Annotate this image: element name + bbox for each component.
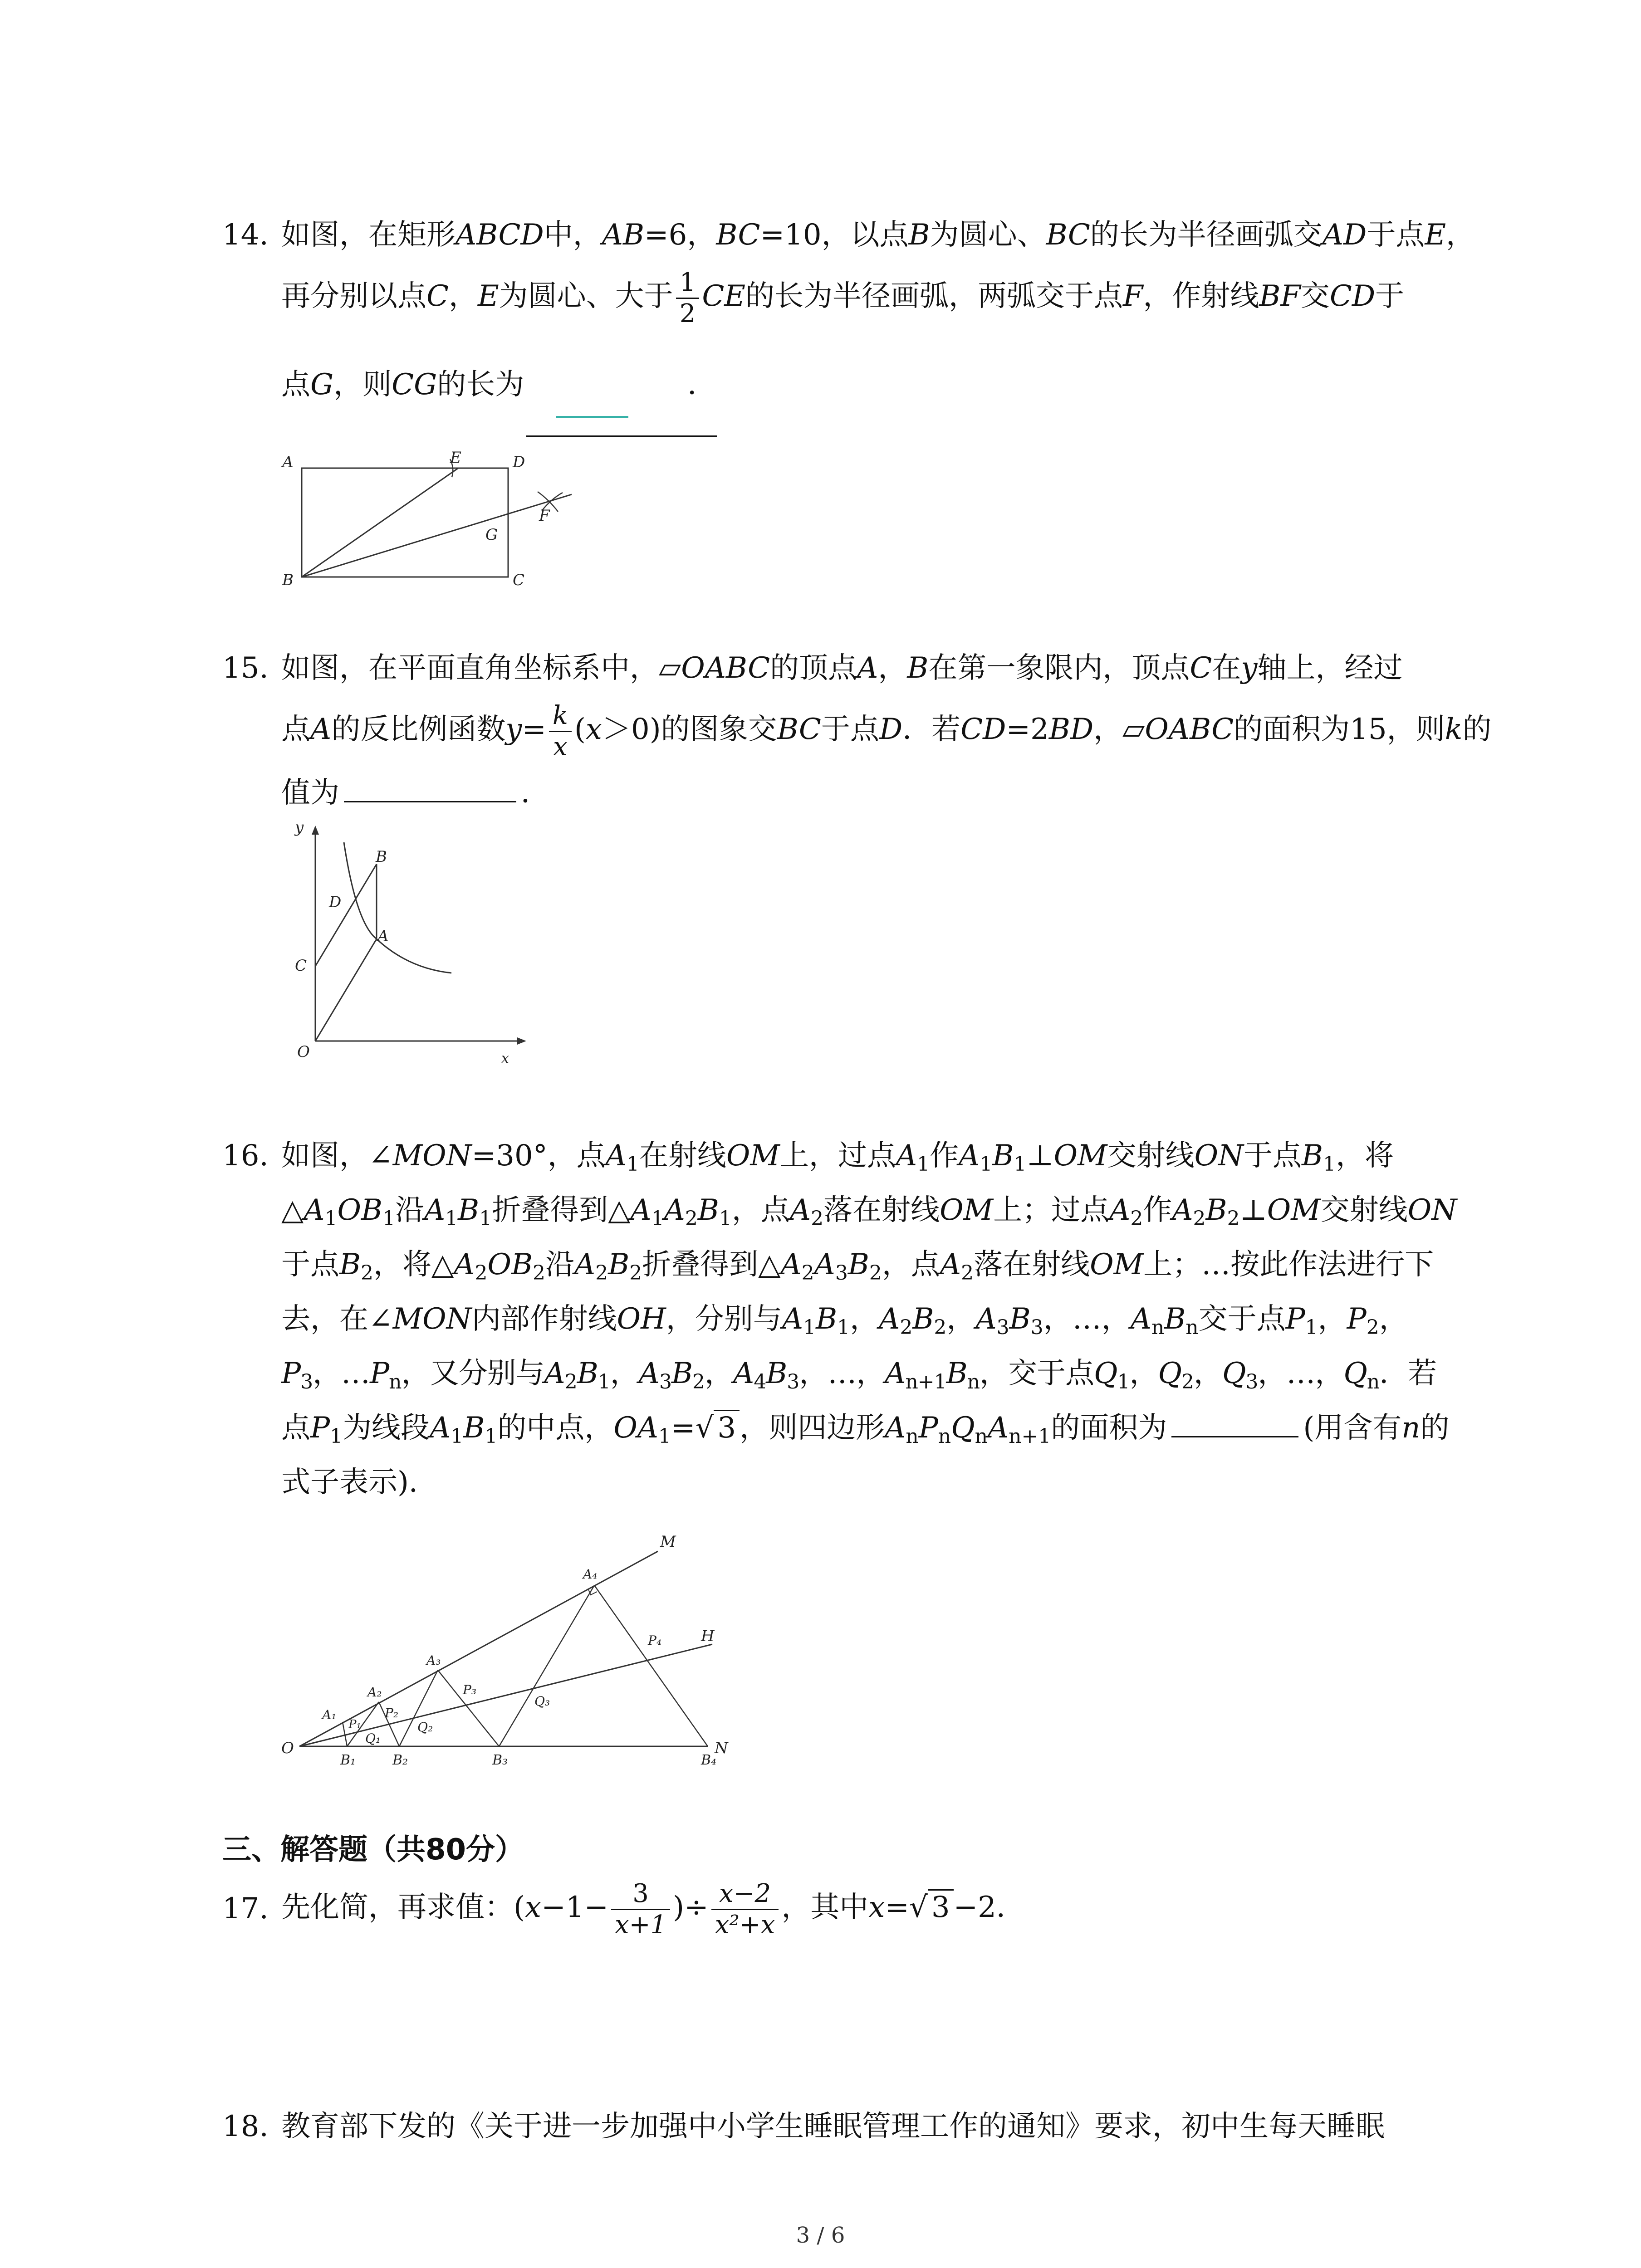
hyperbola bbox=[344, 842, 451, 973]
q14-line3: 点G，则CG的长为 ． bbox=[281, 363, 716, 406]
label-b: B bbox=[282, 571, 294, 589]
label-q3: Q₃ bbox=[534, 1694, 550, 1709]
segment-oa bbox=[315, 939, 377, 1041]
section-heading: 三、解答题（共80分） bbox=[222, 1833, 524, 1867]
label-a1: A₁ bbox=[322, 1707, 337, 1722]
q14-line2: 再分别以点C，E为圆心、大于 $\frac{1}{2}$ CE的长为半径画弧，两弧交于点F，作射线BF交CD于 bbox=[281, 268, 1405, 328]
label-b2: B₂ bbox=[392, 1752, 408, 1768]
label-p3: P₃ bbox=[463, 1682, 477, 1697]
label-y: y bbox=[295, 818, 304, 836]
label-m: M bbox=[660, 1533, 676, 1551]
q14-answer-mark bbox=[556, 416, 628, 418]
q17-line: 先化简，再求值：(x−1− $\frac{3}{x+1}$ )÷ $\frac{x-2}{\text{x²+x}}$ ，其中x=√ 3 −2． bbox=[281, 1873, 1025, 1941]
q16-line4: 去，在∠MON内部作射线OH，分别与$A_1B_1$，$A_2B_2$，$A_3B_3$，…，$A_nB_n$交于点$P_1$，$P_2$， bbox=[281, 1302, 1408, 1339]
q14-figure bbox=[272, 449, 590, 599]
q16-figure bbox=[272, 1510, 749, 1774]
sqrt-3-q17: √ 3 bbox=[909, 1873, 954, 1941]
q15-line2: 点A的反比例函数y= $\frac{k}{x}$ (x＞0)的图象交BC于点D．若CD=2BD，▱OABC的面积为15，则k的 bbox=[281, 701, 1492, 762]
q14-answer-blank[interactable] bbox=[526, 435, 717, 437]
segment-cb bbox=[315, 864, 377, 966]
label-q2: Q₂ bbox=[417, 1720, 433, 1735]
q15-line3: 值为 ． bbox=[281, 771, 550, 815]
q14-line1: 如图，在矩形ABCD中，AB=6，BC=10，以点B为圆心、BC的长为半径画弧交AD于点E， bbox=[281, 218, 1475, 252]
q14-number: 14. bbox=[222, 218, 269, 252]
label-o: O bbox=[297, 1043, 310, 1061]
label-a2: A₂ bbox=[367, 1685, 382, 1700]
segment-a3b3 bbox=[438, 1670, 499, 1746]
q15-line1: 如图，在平面直角坐标系中，▱OABC的顶点A，B在第一象限内，顶点C在y轴上，经过 bbox=[281, 651, 1403, 685]
x-axis-arrow bbox=[517, 1037, 526, 1045]
q15-figure bbox=[272, 814, 544, 1073]
label-b1: B₁ bbox=[340, 1752, 356, 1768]
label-g: G bbox=[485, 526, 498, 544]
q17-fraction-2: $\frac{x-2}{\text{x²+x}}$ bbox=[711, 1879, 779, 1940]
q18-number: 18. bbox=[222, 2110, 269, 2143]
label-f: F bbox=[539, 507, 550, 525]
segment-be bbox=[302, 468, 458, 577]
label-h: H bbox=[701, 1627, 715, 1645]
q15-number: 15. bbox=[222, 651, 269, 685]
label-a: A bbox=[377, 927, 389, 945]
label-a4: A₄ bbox=[583, 1567, 598, 1582]
rectangle-abcd bbox=[302, 468, 508, 577]
label-b: B bbox=[376, 848, 387, 866]
segment-a4b4 bbox=[594, 1585, 708, 1746]
ray-oh bbox=[299, 1644, 712, 1746]
label-b4: B₄ bbox=[701, 1752, 717, 1768]
label-p1: P₁ bbox=[348, 1718, 361, 1731]
q15-answer-blank[interactable] bbox=[344, 774, 516, 802]
label-q1: Q₁ bbox=[365, 1731, 381, 1746]
label-a: A bbox=[282, 453, 294, 471]
label-n: N bbox=[715, 1739, 728, 1757]
q17-fraction-1: $\frac{3}{x+1}$ bbox=[611, 1879, 670, 1940]
q16-line2: $\triangle A_1OB_1$沿$A_1B_1$折叠得到$\triangle A_1A_2B_1$，点$A_2$落在射线OM上；过点$A_2$作$A_2B_2\perp OM$交射线ON bbox=[281, 1193, 1457, 1230]
q14-fraction: $\frac{1}{2}$ bbox=[676, 268, 700, 329]
label-d: D bbox=[329, 893, 342, 911]
q18-line: 教育部下发的《关于进一步加强中小学生睡眠管理工作的通知》要求，初中生每天睡眠 bbox=[281, 2110, 1385, 2143]
q16-line5: $P_3$，$\dots P_n$，又分别与$A_2B_1$，$A_3B_2$，$A_4B_3$，…，$A_{n+1}B_n$，交于点$Q_1$，$Q_2$，$Q_3$，…，$Q_n$．若 bbox=[281, 1357, 1437, 1393]
q15-fraction: $\frac{k}{x}$ bbox=[549, 701, 572, 762]
ray-om bbox=[299, 1551, 658, 1746]
q16-line6: 点$P_1$为线段$A_1B_1$的中点，$OA_1=√$ 3 ，则四边形$A_nP_nQ_nA_{n+1}$的面积为 (用含有n的 bbox=[281, 1406, 1450, 1450]
label-c: C bbox=[295, 957, 307, 975]
label-o: O bbox=[281, 1739, 294, 1757]
label-a3: A₃ bbox=[426, 1653, 441, 1668]
q16-line3: 于点$B_2$，将$\triangle A_2OB_2$沿$A_2B_2$折叠得到$\triangle A_2A_3B_2$，点$A_2$落在射线OM上；…按此作法进行下 bbox=[281, 1248, 1434, 1285]
label-p4: P₄ bbox=[648, 1633, 662, 1648]
label-b3: B₃ bbox=[492, 1752, 508, 1768]
label-p2: P₂ bbox=[385, 1706, 399, 1721]
q16-line1: 如图，∠MON=30°，点$A_1$在射线OM上，过点$A_1$作$A_1B_1\perp OM$交射线ON于点$B_1$，将 bbox=[281, 1139, 1394, 1176]
sqrt-3: √ 3 bbox=[696, 1406, 740, 1450]
q16-answer-blank[interactable] bbox=[1171, 1409, 1298, 1437]
label-e: E bbox=[450, 449, 461, 467]
label-d: D bbox=[513, 453, 525, 471]
ray-bf bbox=[302, 494, 572, 577]
q16-line7: 式子表示)． bbox=[281, 1466, 438, 1499]
label-c: C bbox=[513, 571, 525, 589]
page-number: 3 / 6 bbox=[796, 2223, 845, 2248]
q16-number: 16. bbox=[222, 1139, 269, 1173]
q17-number: 17. bbox=[222, 1892, 269, 1926]
y-axis-arrow bbox=[312, 826, 319, 835]
segment-a4b3 bbox=[499, 1585, 594, 1746]
label-x: x bbox=[501, 1051, 509, 1066]
